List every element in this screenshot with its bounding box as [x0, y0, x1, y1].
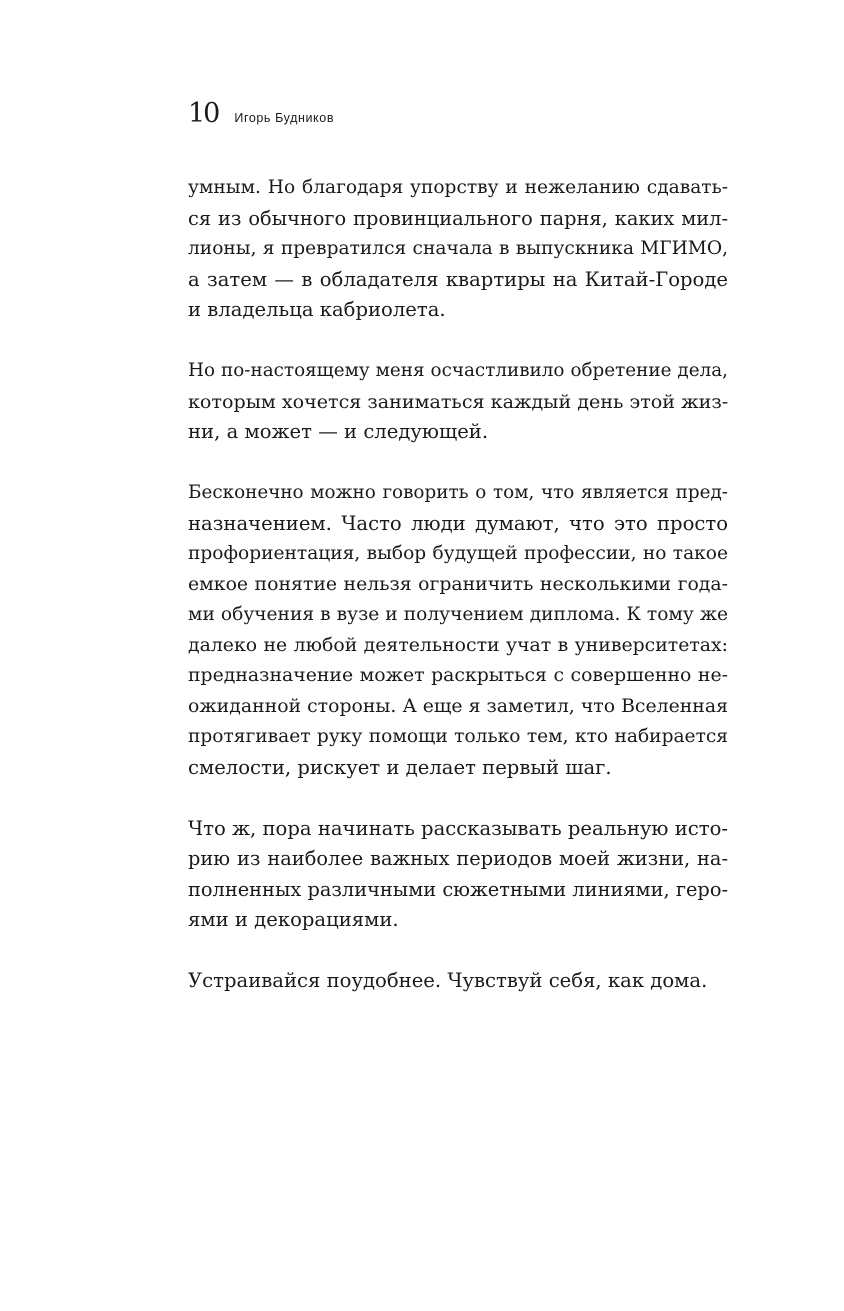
text-line: которым хочется заниматься каждый день этой жиз-: [188, 389, 729, 413]
text-line: протягивает руку помощи только тем, кто набирается: [188, 726, 728, 747]
text-line: профориентация, выбор будущей профессии, но такое: [188, 543, 728, 564]
text-line: назначением. Часто люди думают, что это просто: [188, 511, 728, 535]
paragraph: [188, 356, 728, 448]
body-text: [188, 173, 728, 997]
text-line: ями и декорациями.: [188, 908, 399, 931]
text-line: ни, а может — и следующей.: [188, 420, 489, 443]
running-head-author: Игорь Будников: [234, 111, 335, 125]
paragraph: [188, 173, 728, 326]
paragraph: [188, 966, 728, 997]
text-line: смелости, рискует и делает первый шаг.: [188, 755, 612, 779]
text-line: а затем — в обладателя квартиры на Китай-Городе: [188, 267, 728, 291]
text-line: рию из наиболее важных периодов моей жизни, на-: [188, 847, 728, 870]
text-line: умным. Но благодаря упорству и нежеланию сдавать-: [188, 177, 728, 198]
page-number: 10: [188, 98, 219, 129]
paragraph: [188, 478, 728, 783]
paragraph: [188, 814, 728, 936]
text-line: ми обучения в вузе и получением диплома. К тому же: [188, 604, 728, 625]
text-line: предназначение может раскрыться с совершенно не-: [188, 665, 728, 686]
text-line: ожиданной стороны. А еще я заметил, что Вселенная: [188, 695, 728, 717]
text-line: ся из обычного провинциального парня, каких мил-: [188, 206, 728, 230]
text-line: и владельца кабриолета.: [188, 298, 446, 321]
text-line: лионы, я превратился сначала в выпускника МГИМО,: [188, 238, 728, 259]
text-line: емкое понятие нельзя ограничить несколькими года-: [188, 573, 728, 595]
text-line: Бесконечно можно говорить о том, что является пред-: [188, 482, 728, 503]
text-line: Что ж, пора начинать рассказывать реальную исто-: [188, 816, 728, 840]
text-line: далеко не любой деятельности учат в университетах:: [188, 634, 728, 656]
text-line: полненных различными сюжетными линиями, геро-: [188, 877, 728, 901]
running-head: [188, 96, 334, 132]
text-line: Устраивайся поудобнее. Чувствуй себя, как дома.: [188, 969, 708, 992]
text-line: Но по-настоящему меня осчастливило обретение дела,: [188, 360, 728, 381]
